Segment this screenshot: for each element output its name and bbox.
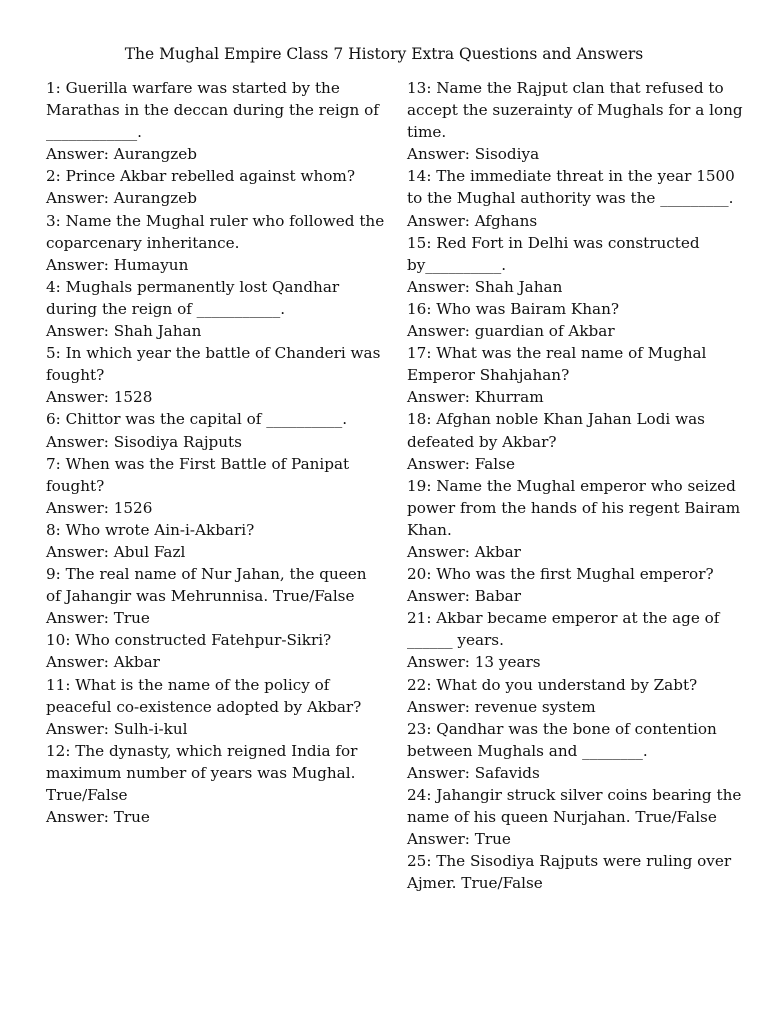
qa-item-14 bbox=[407, 165, 747, 231]
answer-text: Answer: True bbox=[46, 808, 150, 827]
answer-text: Answer: Khurram bbox=[407, 388, 544, 407]
question-text: 22: What do you understand by Zabt? bbox=[407, 675, 698, 694]
qa-item-10 bbox=[46, 629, 386, 673]
answer-text: Answer: Akbar bbox=[46, 653, 160, 672]
question-text: 1: Guerilla warfare was started by the Marathas in the deccan during the reign of ____________. bbox=[46, 79, 379, 142]
qa-item-21 bbox=[407, 607, 747, 673]
answer-text: Answer: False bbox=[407, 454, 515, 473]
answer-text: Answer: Sulh-i-kul bbox=[46, 719, 188, 738]
question-text: 14: The immediate threat in the year 1500 to the Mughal authority was the _________. bbox=[407, 167, 735, 208]
question-text: 13: Name the Rajput clan that refused to accept the suzerainty of Mughals for a long time. bbox=[407, 79, 743, 142]
answer-text: Answer: guardian of Akbar bbox=[407, 322, 615, 341]
question-text: 17: What was the real name of Mughal Emperor Shahjahan? bbox=[407, 344, 707, 385]
qa-item-13 bbox=[407, 77, 747, 165]
question-text: 10: Who constructed Fatehpur-Sikri? bbox=[46, 631, 332, 650]
qa-item-1 bbox=[46, 77, 386, 165]
qa-item-9 bbox=[46, 563, 386, 629]
question-text: 8: Who wrote Ain-i-Akbari? bbox=[46, 520, 255, 539]
answer-text: Answer: Humayun bbox=[46, 255, 189, 274]
question-text: 20: Who was the first Mughal emperor? bbox=[407, 565, 714, 584]
page-title: The Mughal Empire Class 7 History Extra Questions and Answers bbox=[124, 45, 644, 63]
qa-item-22 bbox=[407, 674, 747, 718]
answer-text: Answer: Akbar bbox=[407, 542, 521, 561]
qa-item-5 bbox=[46, 342, 386, 408]
question-text: 11: What is the name of the policy of peaceful co-existence adopted by Akbar? bbox=[46, 675, 362, 716]
question-text: 18: Afghan noble Khan Jahan Lodi was defeated by Akbar? bbox=[407, 410, 705, 451]
question-text: 16: Who was Bairam Khan? bbox=[407, 299, 620, 318]
question-text: 21: Akbar became emperor at the age of ______ years. bbox=[407, 609, 720, 650]
qa-item-17 bbox=[407, 342, 747, 408]
qa-item-6 bbox=[46, 408, 386, 452]
question-text: 19: Name the Mughal emperor who seized power from the hands of his regent Bairam Khan. bbox=[407, 476, 741, 539]
answer-text: Answer: Aurangzeb bbox=[46, 145, 198, 164]
qa-item-15 bbox=[407, 232, 747, 298]
answer-text: Answer: Shah Jahan bbox=[46, 322, 202, 341]
qa-item-11 bbox=[46, 674, 386, 740]
answer-text: Answer: Sisodiya Rajputs bbox=[46, 432, 242, 451]
question-text: 12: The dynasty, which reigned India for maximum number of years was Mughal. True/False bbox=[46, 741, 358, 804]
answer-text: Answer: Abul Fazl bbox=[46, 542, 186, 561]
qa-item-4 bbox=[46, 276, 386, 342]
answer-text: Answer: True bbox=[46, 609, 150, 628]
right-column bbox=[407, 77, 747, 894]
answer-text: Answer: 1526 bbox=[46, 498, 153, 517]
question-text: 7: When was the First Battle of Panipat fought? bbox=[46, 454, 350, 495]
qa-item-12 bbox=[46, 740, 386, 828]
question-text: 6: Chittor was the capital of __________. bbox=[46, 410, 348, 429]
answer-text: Answer: True bbox=[407, 830, 511, 849]
question-text: 3: Name the Mughal ruler who followed the coparcenary inheritance. bbox=[46, 211, 385, 252]
qa-item-18 bbox=[407, 408, 747, 474]
answer-text: Answer: revenue system bbox=[407, 697, 596, 716]
question-text: 15: Red Fort in Delhi was constructed by__________. bbox=[407, 233, 700, 274]
question-text: 25: The Sisodiya Rajputs were ruling over Ajmer. True/False bbox=[407, 852, 732, 893]
answer-text: Answer: Sisodiya bbox=[407, 145, 540, 164]
answer-text: Answer: Shah Jahan bbox=[407, 277, 563, 296]
answer-text: Answer: 13 years bbox=[407, 653, 541, 672]
question-text: 5: In which year the battle of Chanderi was fought? bbox=[46, 344, 381, 385]
answer-text: Answer: Safavids bbox=[407, 763, 540, 782]
qa-item-7 bbox=[46, 453, 386, 519]
question-text: 23: Qandhar was the bone of contention between Mughals and ________. bbox=[407, 719, 717, 760]
question-text: 4: Mughals permanently lost Qandhar during the reign of ___________. bbox=[46, 277, 340, 318]
question-text: 9: The real name of Nur Jahan, the queen of Jahangir was Mehrunnisa. True/False bbox=[46, 565, 367, 606]
qa-item-20 bbox=[407, 563, 747, 607]
qa-item-8 bbox=[46, 519, 386, 563]
qa-item-3 bbox=[46, 210, 386, 276]
question-text: 2: Prince Akbar rebelled against whom? bbox=[46, 167, 355, 186]
answer-text: Answer: 1528 bbox=[46, 388, 153, 407]
qa-item-16 bbox=[407, 298, 747, 342]
qa-item-24 bbox=[407, 784, 747, 850]
qa-item-25 bbox=[407, 850, 747, 894]
answer-text: Answer: Afghans bbox=[407, 211, 538, 230]
left-column bbox=[46, 77, 386, 828]
answer-text: Answer: Babar bbox=[407, 587, 521, 606]
qa-item-19 bbox=[407, 475, 747, 563]
qa-item-23 bbox=[407, 718, 747, 784]
answer-text: Answer: Aurangzeb bbox=[46, 189, 198, 208]
question-text: 24: Jahangir struck silver coins bearing the name of his queen Nurjahan. True/False bbox=[407, 786, 742, 827]
qa-item-2 bbox=[46, 165, 386, 209]
